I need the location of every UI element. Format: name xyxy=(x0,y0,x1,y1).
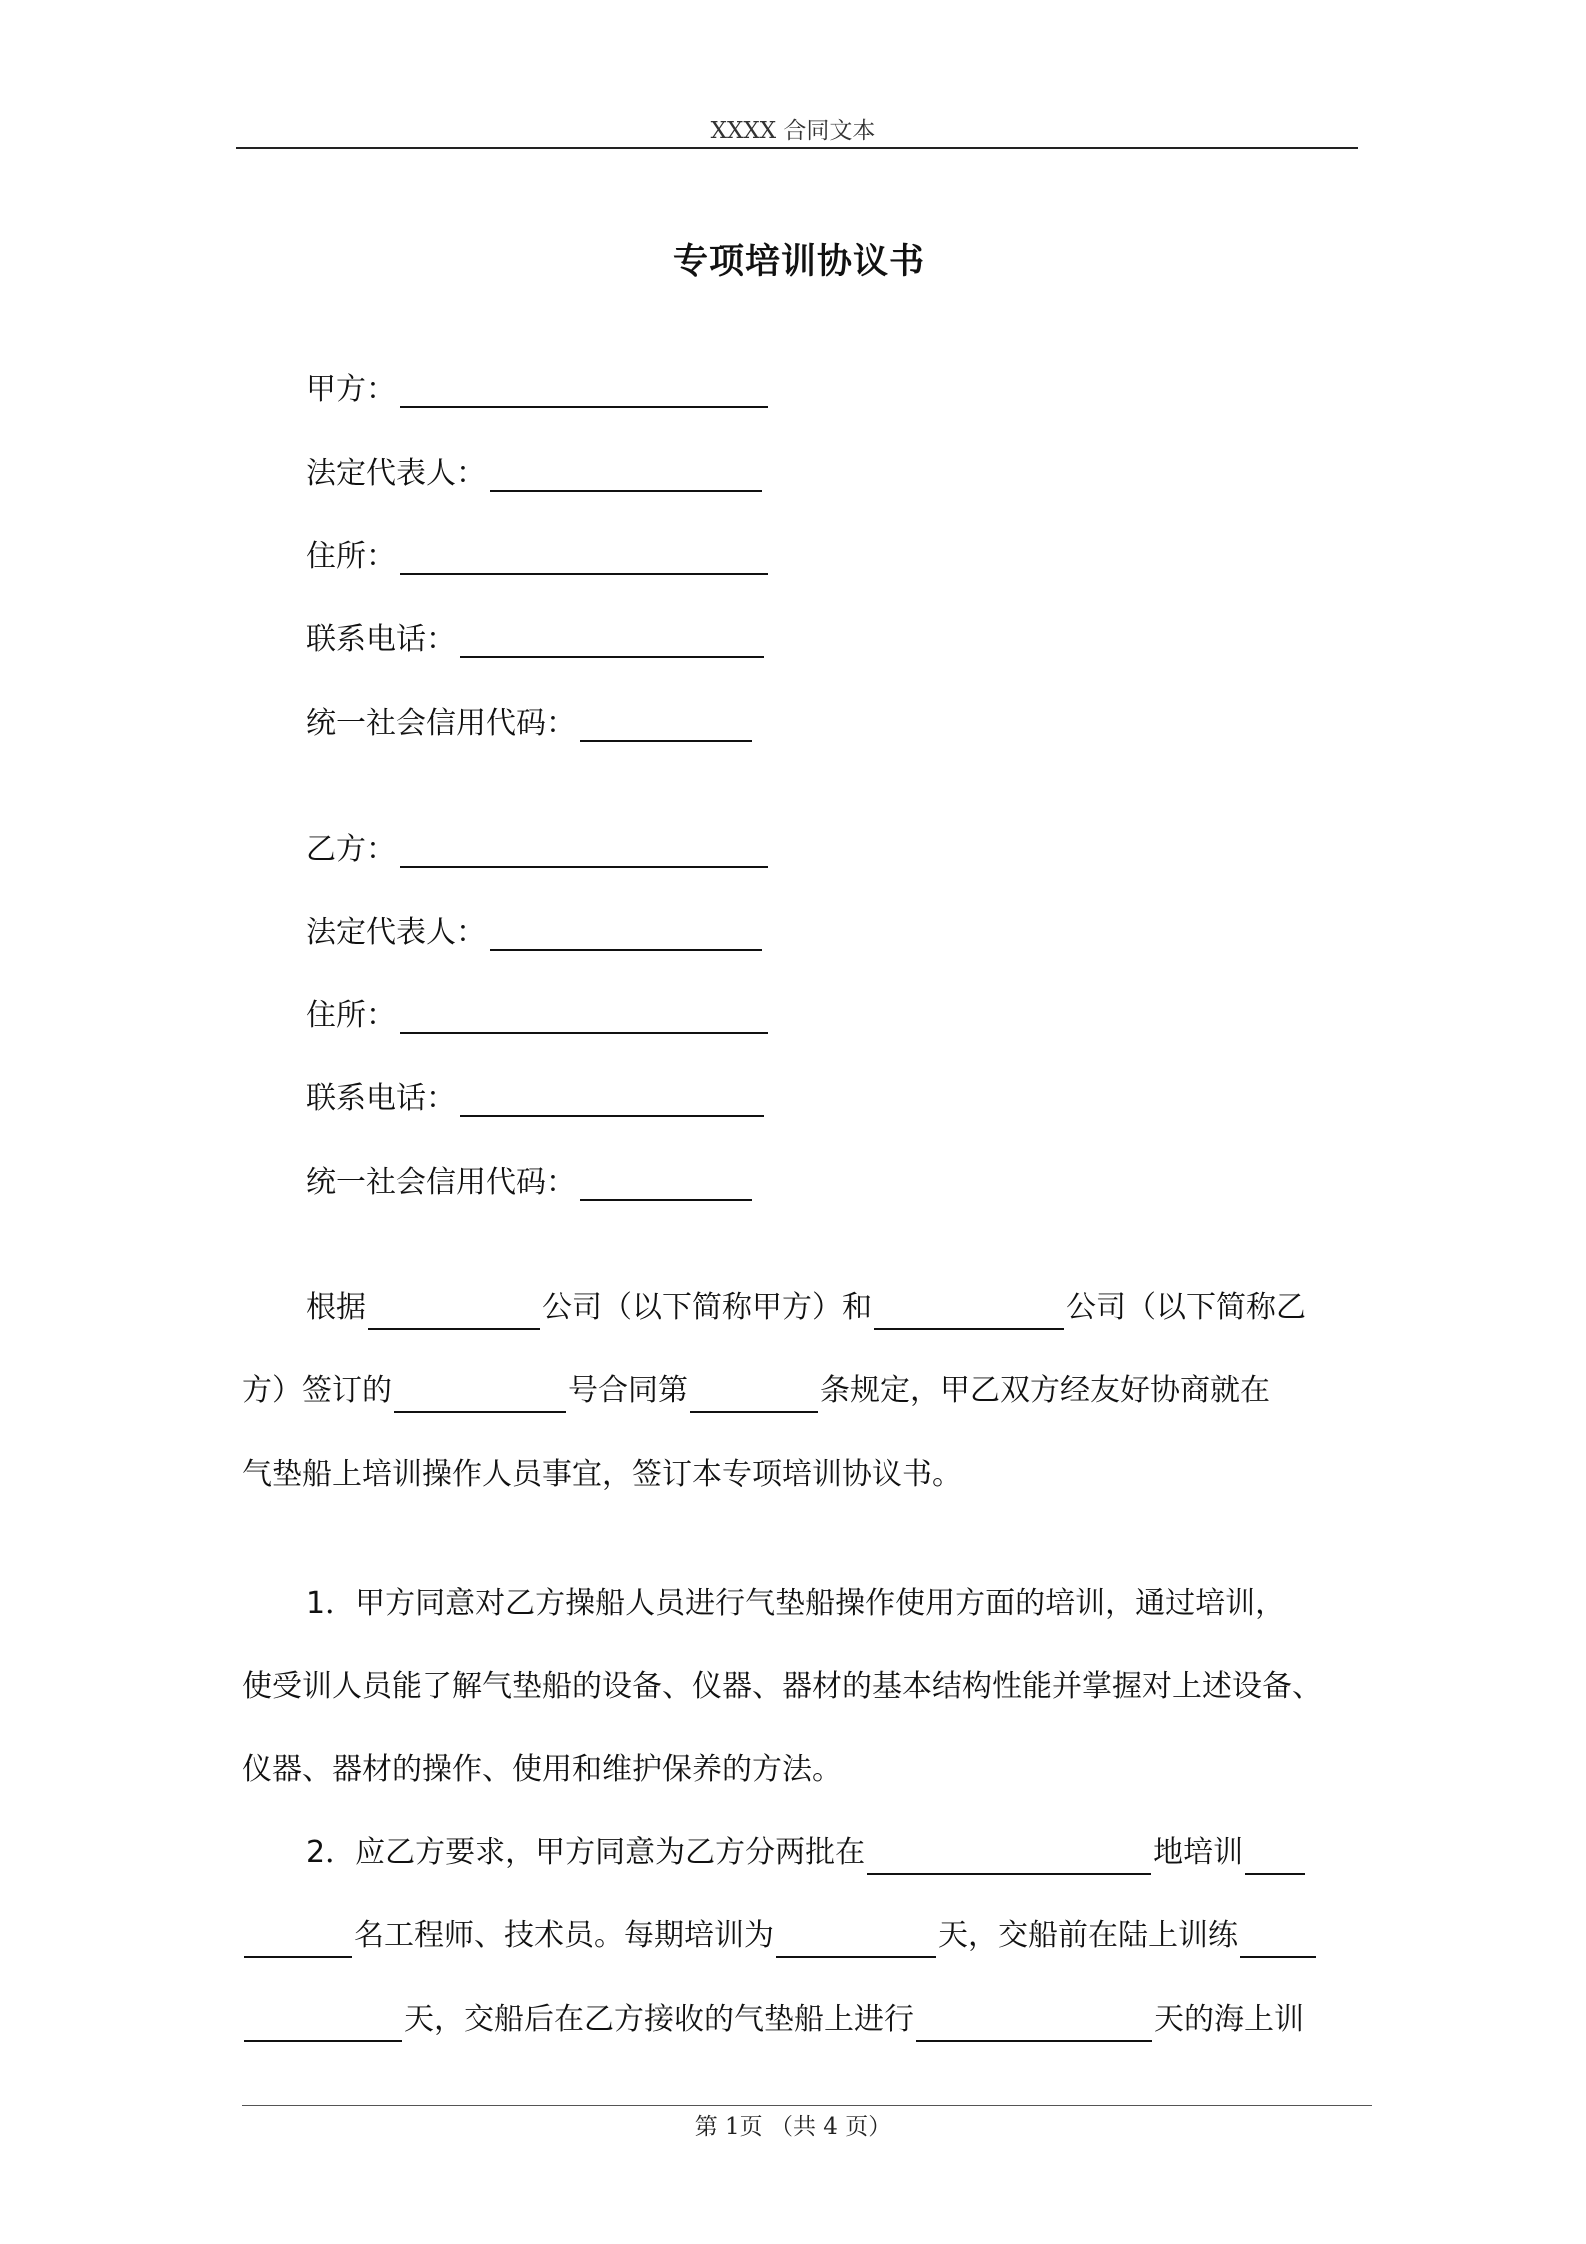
clause-2-line-1 xyxy=(306,1831,1422,1875)
intro-line-1 xyxy=(306,1286,1422,1330)
company-b-blank[interactable] xyxy=(874,1294,1064,1330)
party-b-rep-field xyxy=(306,907,762,951)
party-b-name-blank[interactable] xyxy=(400,828,768,868)
party-b-address-blank[interactable] xyxy=(400,994,768,1034)
party-a-address-blank[interactable] xyxy=(400,535,768,575)
footer-divider xyxy=(242,2105,1372,2106)
intro-text: 根据 xyxy=(306,1290,366,1325)
land-training-blank-end[interactable] xyxy=(244,2006,402,2042)
intro-line-2 xyxy=(242,1369,1358,1413)
training-location-blank[interactable] xyxy=(867,1839,1151,1875)
clause-1-line-3: 仪器、器材的操作、使用和维护保养的方法。 xyxy=(242,1752,842,1787)
party-a-rep-blank[interactable] xyxy=(490,452,762,492)
party-b-address-label: 住所： xyxy=(306,998,396,1033)
clause-2-text: 天的海上训 xyxy=(1154,2002,1304,2037)
intro-text: 条规定，甲乙双方经友好协商就在 xyxy=(820,1373,1270,1408)
company-a-blank[interactable] xyxy=(368,1294,540,1330)
contract-number-blank[interactable] xyxy=(394,1377,566,1413)
clause-2-text: 2．应乙方要求，甲方同意为乙方分两批在 xyxy=(306,1835,866,1870)
clause-2-text: 天，交船前在陆上训练 xyxy=(938,1918,1238,1953)
intro-line-3: 气垫船上培训操作人员事宜，签订本专项培训协议书。 xyxy=(242,1457,962,1492)
sea-training-days-blank[interactable] xyxy=(916,2006,1152,2042)
party-a-name-label: 甲方： xyxy=(306,372,396,407)
clause-2-text: 天，交船后在乙方接收的气垫船上进行 xyxy=(404,2002,914,2037)
party-b-phone-field xyxy=(306,1073,764,1117)
party-a-credit-field xyxy=(306,698,752,742)
party-a-address-label: 住所： xyxy=(306,539,396,574)
party-a-phone-label: 联系电话： xyxy=(306,622,456,657)
party-b-rep-label: 法定代表人： xyxy=(306,915,486,950)
land-training-blank-start[interactable] xyxy=(1240,1922,1316,1958)
training-days-blank[interactable] xyxy=(776,1922,936,1958)
clause-2-text: 名工程师、技术员。每期培训为 xyxy=(354,1918,774,1953)
party-a-name-blank[interactable] xyxy=(400,368,768,408)
party-b-address-field xyxy=(306,990,768,1034)
party-b-credit-field xyxy=(306,1157,752,1201)
header-divider xyxy=(236,147,1358,149)
document-title: 专项培训协议书 xyxy=(672,242,925,282)
clause-2-line-2 xyxy=(242,1914,1358,1958)
trainee-count-blank-end[interactable] xyxy=(244,1922,352,1958)
clause-1-line-1: 1．甲方同意对乙方操船人员进行气垫船操作使用方面的培训，通过培训， xyxy=(306,1586,1286,1621)
party-b-phone-blank[interactable] xyxy=(460,1077,764,1117)
party-a-phone-field xyxy=(306,614,764,658)
party-b-rep-blank[interactable] xyxy=(490,911,762,951)
party-a-name-field xyxy=(306,364,768,408)
party-a-rep-label: 法定代表人： xyxy=(306,456,486,491)
party-a-rep-field xyxy=(306,448,762,492)
intro-text: 公司（以下简称乙 xyxy=(1066,1290,1306,1325)
party-a-phone-blank[interactable] xyxy=(460,618,764,658)
party-a-address-field xyxy=(306,531,768,575)
article-number-blank[interactable] xyxy=(690,1377,818,1413)
party-b-credit-label: 统一社会信用代码： xyxy=(306,1165,576,1200)
clause-2-line-3 xyxy=(242,1998,1358,2042)
party-b-name-field xyxy=(306,824,768,868)
intro-text: 号合同第 xyxy=(568,1373,688,1408)
clause-2-text: 地培训 xyxy=(1153,1835,1244,1870)
party-b-credit-blank[interactable] xyxy=(580,1161,752,1201)
intro-text: 公司（以下简称甲方）和 xyxy=(542,1290,872,1325)
trainee-count-blank-start[interactable] xyxy=(1245,1839,1305,1875)
party-b-phone-label: 联系电话： xyxy=(306,1081,456,1116)
clause-1-line-2: 使受训人员能了解气垫船的设备、仪器、器材的基本结构性能并掌握对上述设备、 xyxy=(242,1669,1322,1704)
party-a-credit-label: 统一社会信用代码： xyxy=(306,706,576,741)
intro-text: 方）签订的 xyxy=(242,1373,392,1408)
party-a-credit-blank[interactable] xyxy=(580,702,752,742)
party-b-name-label: 乙方： xyxy=(306,832,396,867)
page-number: 第 1页 （共 4 页） xyxy=(694,2114,892,2140)
page-header: XXXX 合同文本 xyxy=(710,118,876,144)
